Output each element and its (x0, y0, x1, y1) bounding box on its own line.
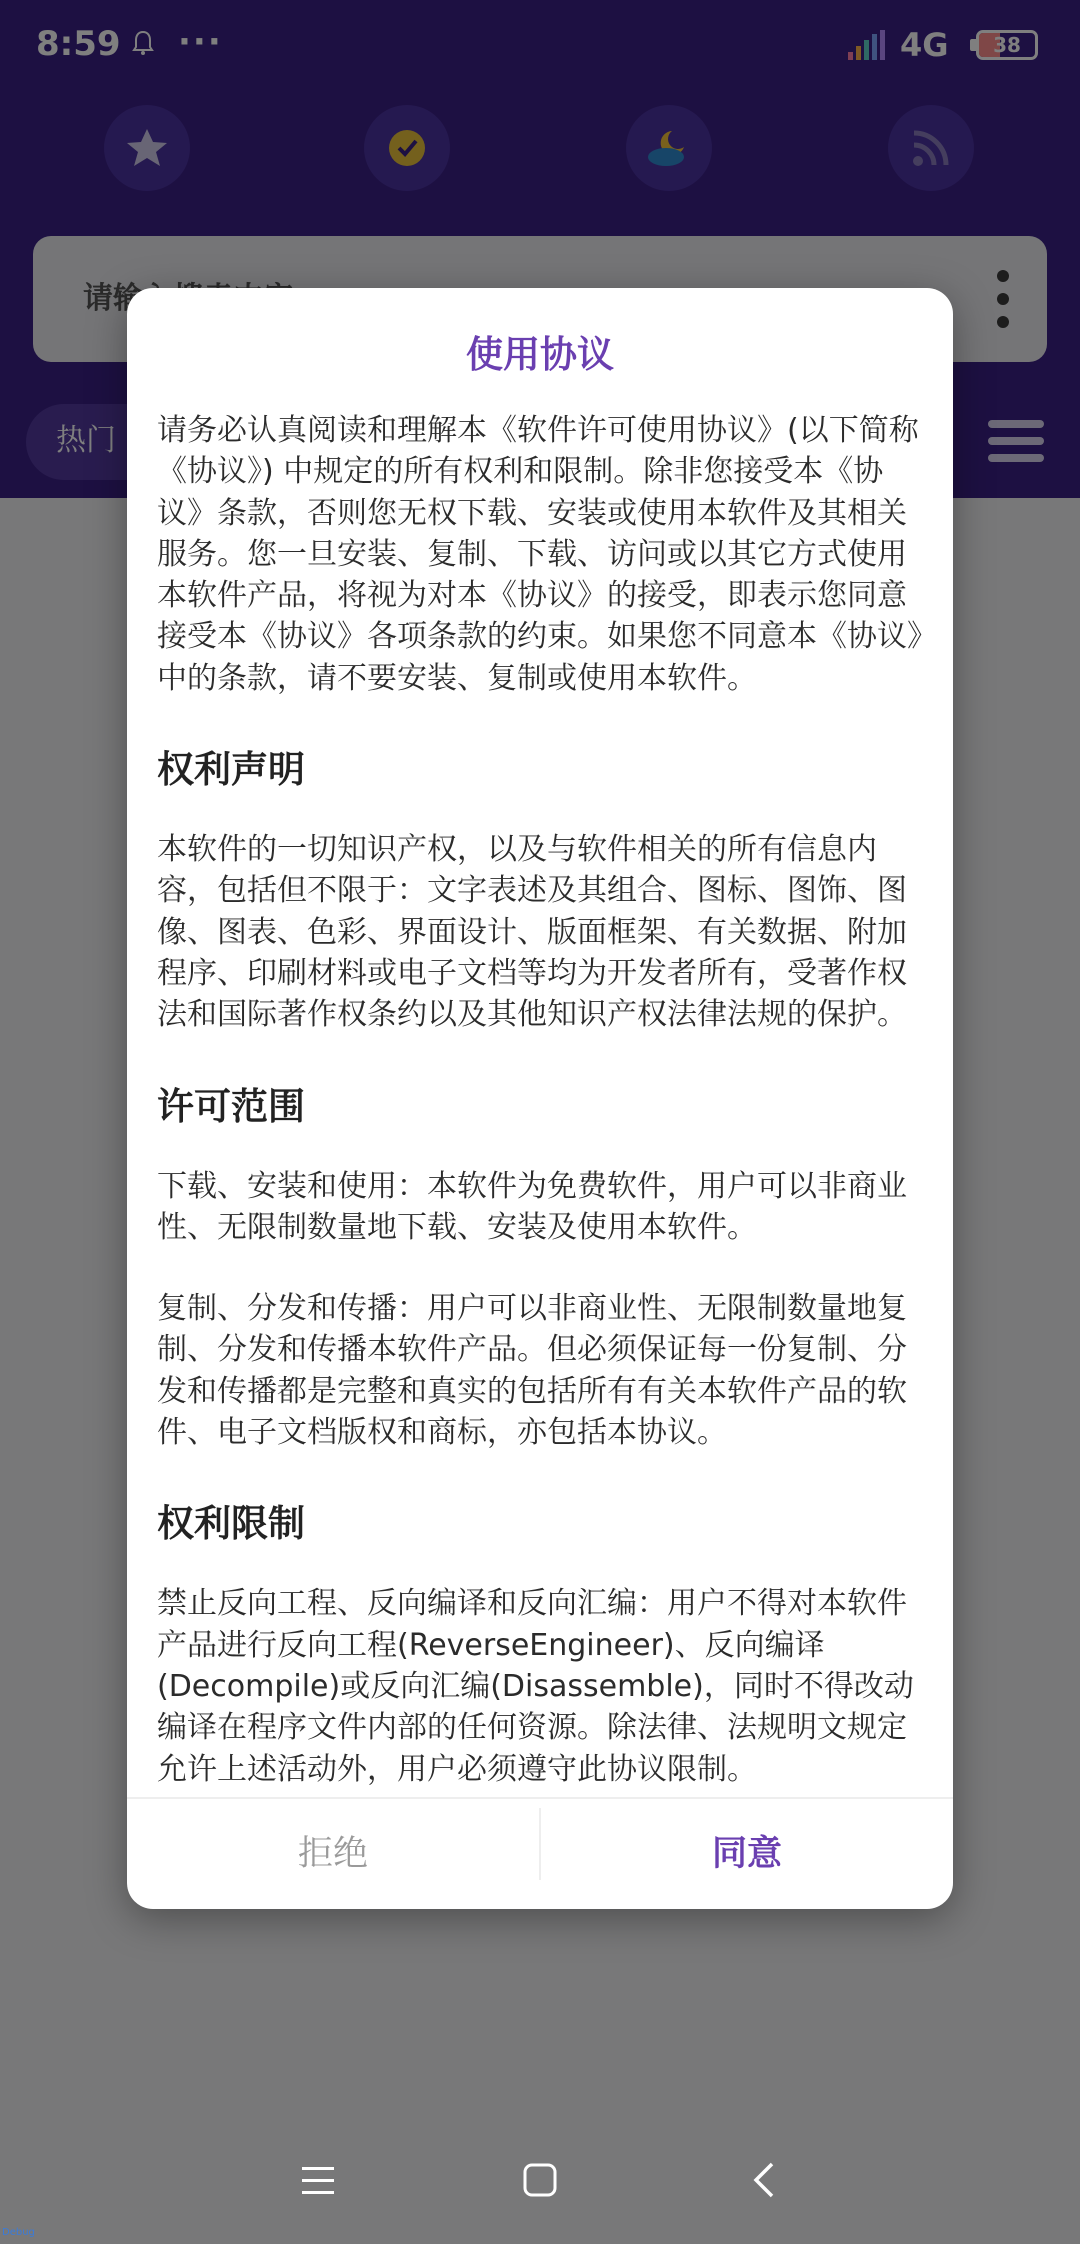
dialog-content (157, 410, 923, 1909)
nav-home-icon[interactable] (510, 2150, 570, 2210)
section-limits-body: 禁止反向工程、反向编译和反向汇编：用户不得对本软件产品进行反向工程(ReverseEngineer)、反向编译(Decompile)或反向汇编(Disassemble)，同时不得改动编译在程序文件内部的任何资源。除法律、法规明文规定允许上述活动外，用户必须遵守此协议限制。 (157, 1586, 914, 1787)
section-license-body-2: 复制、分发和传播：用户可以非商业性、无限制数量地复制、分发和传播本软件产品。但必须保证每一份复制、分发和传播都是完整和真实的包括所有有关本软件产品的软件、电子文档版权和商标，亦包括本协议。 (157, 1291, 907, 1451)
section-license-title: 许可范围 (157, 1084, 305, 1128)
nav-back-icon[interactable] (736, 2150, 796, 2210)
corner-debug-label: Debug (2, 2227, 35, 2238)
dialog-title: 使用协议 (466, 333, 614, 376)
agreement-intro: 请务必认真阅读和理解本《软件许可使用协议》(以下简称《协议》) 中规定的所有权利和限制。除非您接受本《协议》条款，否则您无权下载、安装或使用本软件及其相关服务。您一旦安装、复制、下载、访问或以其它方式使用本软件产品，将视为对本《协议》的接受，即表示您同意接受本《协议》各项条款的约束。如果您不同意本《协议》中的条款，请不要安装、复制或使用本软件。 (157, 413, 922, 696)
reject-button[interactable]: 拒绝 (297, 1834, 368, 1874)
agreement-dialog (127, 288, 953, 1909)
section-rights-title: 权利声明 (157, 748, 305, 792)
section-rights-body: 本软件的一切知识产权，以及与软件相关的所有信息内容，包括但不限于：文字表述及其组合、图标、图饰、图像、图表、色彩、界面设计、版面框架、有关数据、附加程序、印刷材料或电子文档等均为开发者所有，受著作权法和国际著作权条约以及其他知识产权法律法规的保护。 (157, 832, 907, 1033)
accept-button[interactable]: 同意 (711, 1834, 782, 1874)
dialog-scroll-area[interactable] (127, 410, 953, 1909)
section-license-body-1: 下载、安装和使用：本软件为免费软件，用户可以非商业性、无限制数量地下载、安装及使用本软件。 (157, 1168, 907, 1245)
nav-menu-icon[interactable] (288, 2150, 348, 2210)
section-limits-title: 权利限制 (157, 1502, 305, 1546)
